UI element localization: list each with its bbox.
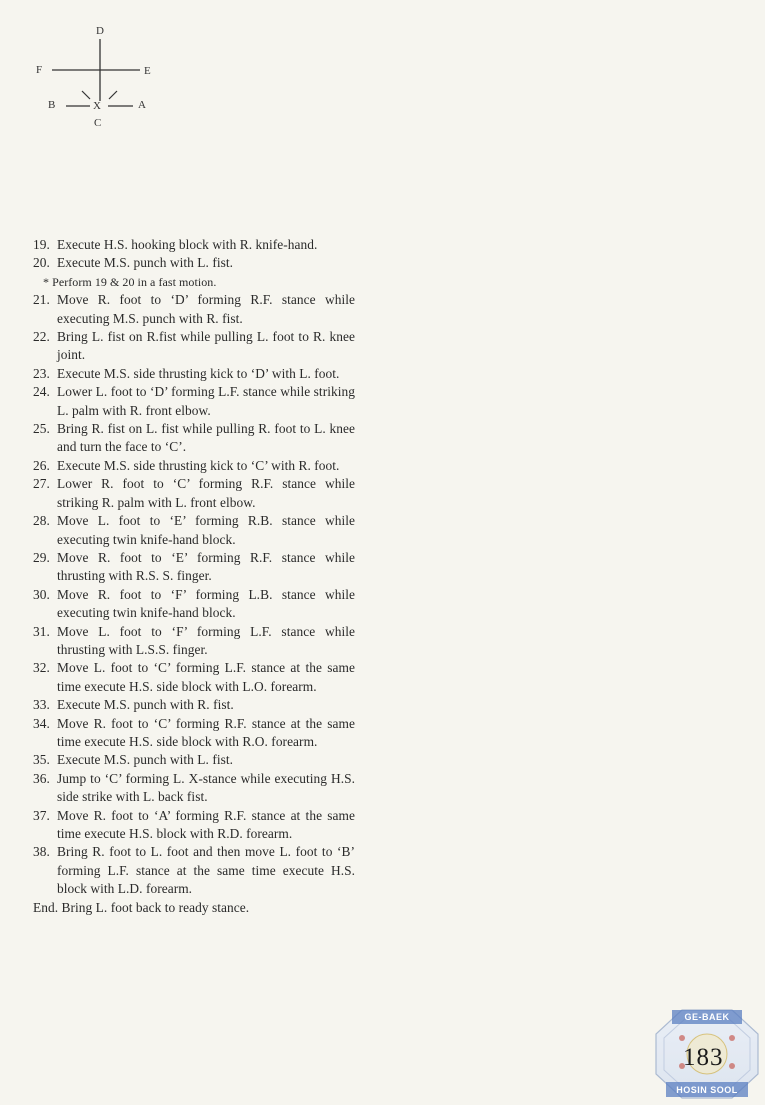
step-text: Move R. foot to ‘D’ forming R.F. stance while executing M.S. punch with R. fist.: [57, 292, 355, 326]
direction-label-x: X: [93, 100, 101, 112]
logo-top-text: GE-BAEK: [684, 1012, 730, 1022]
direction-label-c: C: [94, 117, 102, 129]
steps-list: [33, 236, 355, 917]
step-number: 20.: [33, 255, 50, 271]
step-number: 29.: [33, 549, 50, 565]
step-28: [33, 512, 355, 549]
step-text: Move L. foot to ‘F’ forming L.F. stance while thrusting with L.S.S. finger.: [57, 623, 355, 657]
step-number: 28.: [33, 513, 50, 529]
direction-label-a: A: [138, 99, 146, 111]
step-38: [33, 843, 355, 898]
step-text: Move R. foot to ‘A’ forming R.F. stance at the same time execute H.S. block with R.D. forearm.: [57, 807, 355, 841]
step-26: [33, 457, 355, 475]
step-number: 35.: [33, 752, 50, 768]
step-32: [33, 659, 355, 696]
step-number: 31.: [33, 623, 50, 639]
step-37: [33, 807, 355, 844]
step-text: Move L. foot to ‘E’ forming R.B. stance while executing twin knife-hand block.: [57, 513, 355, 547]
step-text: Move L. foot to ‘C’ forming L.F. stance at the same time execute H.S. side block with L.O. forearm.: [57, 660, 355, 694]
step-number: 27.: [33, 476, 50, 492]
step-text: Execute M.S. side thrusting kick to ‘D’ with L. foot.: [57, 365, 340, 381]
step-21: [33, 291, 355, 328]
step-22: [33, 328, 355, 365]
end-text: End. Bring L. foot back to ready stance.: [33, 899, 250, 915]
direction-label-f: F: [36, 64, 43, 76]
direction-label-b: B: [48, 99, 56, 111]
step-number: 38.: [33, 844, 50, 860]
step-text: Bring L. fist on R.fist while pulling L. foot to R. knee joint.: [57, 329, 355, 363]
step-29: [33, 549, 355, 586]
step-text: Jump to ‘C’ forming L. X-stance while executing H.S. side strike with L. back fist.: [57, 770, 355, 805]
step-text: Execute M.S. punch with L. fist.: [57, 255, 234, 271]
step-text: Move R. foot to ‘E’ forming R.F. stance while thrusting with R.S. S. finger.: [57, 549, 355, 584]
step-text: Execute M.S. punch with R. fist.: [57, 697, 234, 713]
step-number: 37.: [33, 807, 50, 823]
step-35: [33, 751, 355, 769]
logo-bottom-text: HOSIN SOOL: [676, 1085, 738, 1095]
step-27: [33, 475, 355, 512]
step-text: Execute M.S. side thrusting kick to ‘C’ with R. foot.: [57, 457, 340, 473]
step-text: Execute H.S. hooking block with R. knife-hand.: [57, 237, 318, 252]
step-number: 23.: [33, 365, 50, 381]
step-33: [33, 696, 355, 714]
step-23: [33, 365, 355, 383]
step-number: 21.: [33, 292, 50, 308]
step-36: [33, 770, 355, 807]
step-end: [33, 899, 355, 917]
direction-diagram: [30, 20, 170, 135]
step-number: 22.: [33, 329, 50, 345]
step-30: [33, 586, 355, 623]
step-number: 36.: [33, 770, 50, 786]
step-text: Bring R. foot to L. foot and then move L. foot to ‘B’ forming L.F. stance at the same time execute H.S. block with L.D. forearm.: [57, 844, 355, 897]
step-19: [33, 236, 355, 254]
step-20: [33, 254, 355, 272]
step-31: [33, 623, 355, 660]
step-number: 32.: [33, 660, 50, 676]
step-24: [33, 383, 355, 420]
page-number: 183: [683, 1044, 724, 1071]
step-number: 33.: [33, 697, 50, 713]
step-text: Lower L. foot to ‘D’ forming L.F. stance while striking L. palm with R. front elbow.: [57, 384, 355, 418]
step-34: [33, 715, 355, 752]
direction-label-d: D: [96, 25, 104, 37]
step-number: 26.: [33, 457, 50, 473]
direction-label-e: E: [144, 65, 151, 77]
step-number: 19.: [33, 237, 50, 252]
step-number: 24.: [33, 384, 50, 400]
step-text: Move R. foot to ‘C’ forming R.F. stance at the same time execute H.S. side block with R.O. forearm.: [57, 715, 355, 749]
step-text: Execute M.S. punch with L. fist.: [57, 752, 234, 768]
step-text: Lower R. foot to ‘C’ forming R.F. stance while striking R. palm with L. front elbow.: [57, 476, 355, 510]
note-text: * Perform 19 & 20 in a fast motion.: [43, 274, 217, 289]
step-number: 30.: [33, 586, 50, 602]
step-note: [33, 273, 355, 291]
step-text: Move R. foot to ‘F’ forming L.B. stance while executing twin knife-hand block.: [57, 586, 355, 621]
step-number: 25.: [33, 421, 50, 437]
step-25: [33, 420, 355, 457]
step-number: 34.: [33, 715, 50, 731]
step-text: Bring R. fist on L. fist while pulling R. foot to L. knee and turn the face to ‘C’.: [57, 421, 355, 455]
